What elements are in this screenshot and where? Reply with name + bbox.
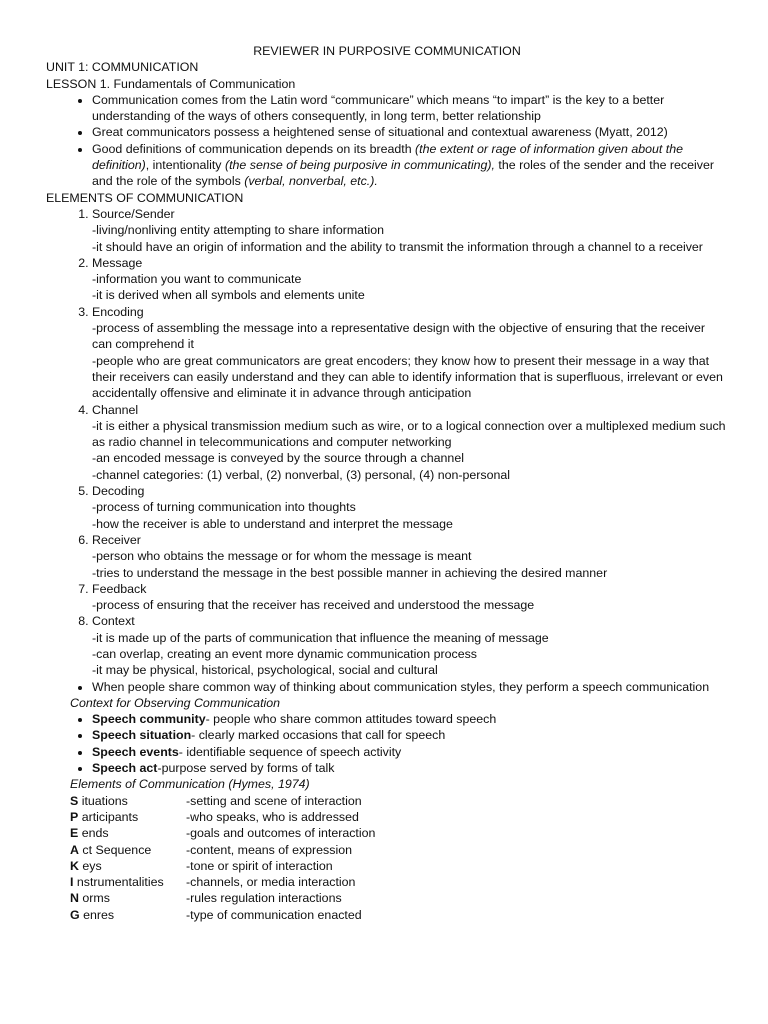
context-bullet-list <box>46 711 728 776</box>
element-line: -channel categories: (1) verbal, (2) nonverbal, (3) personal, (4) non-personal <box>92 467 511 482</box>
speaking-word: orms <box>78 891 110 906</box>
element-line: -process of assembling the message into a representative design with the objective of ensuring that the receiver can comprehend it <box>92 321 705 352</box>
speaking-desc: -rules regulation interactions <box>186 891 342 906</box>
elements-numbered-list <box>46 206 728 679</box>
element-item <box>92 581 728 614</box>
speaking-row <box>70 842 728 858</box>
hymes-caption: Elements of Communication (Hymes, 1974) <box>70 777 310 792</box>
speaking-word: articipants <box>78 809 139 824</box>
intro-bullet <box>92 141 728 190</box>
speaking-row <box>70 793 728 809</box>
context-item <box>92 711 728 727</box>
element-line: -person who obtains the message or for whom the message is meant <box>92 549 472 564</box>
speaking-term <box>70 874 186 890</box>
element-line: -process of turning communication into thoughts <box>92 500 356 515</box>
element-label: 8. Context <box>92 614 135 629</box>
element-line: -can overlap, creating an event more dynamic communication process <box>92 646 477 661</box>
document-title: REVIEWER IN PURPOSIVE COMMUNICATION <box>253 44 521 58</box>
speaking-row <box>70 874 728 890</box>
elements-heading: ELEMENTS OF COMMUNICATION <box>46 190 244 205</box>
speaking-row <box>70 907 728 923</box>
bullet-text: Good definitions of communication depends on its breadth <box>92 141 416 156</box>
speaking-desc: -who speaks, who is addressed <box>186 809 359 824</box>
speaking-desc: -tone or spirit of interaction <box>186 858 333 873</box>
element-label: 6. Receiver <box>92 532 141 547</box>
element-line: -process of ensuring that the receiver has received and understood the message <box>92 598 535 613</box>
context-item <box>92 727 728 743</box>
speaking-word: ends <box>78 826 109 841</box>
speaking-word: enres <box>79 907 115 922</box>
context-caption: Context for Observing Communication <box>70 695 281 710</box>
context-term: Speech situation <box>92 728 192 743</box>
bullet-italic-text: (the extent or rage of information given about the definition) <box>92 141 683 173</box>
element-line: -it should have an origin of information and the ability to transmit the information through a channel to a receiver <box>92 239 703 254</box>
element-item <box>92 532 728 581</box>
element-item <box>92 255 728 304</box>
element-label: 2. Message <box>92 255 143 270</box>
element-line: -it is derived when all symbols and elements unite <box>92 288 365 303</box>
context-item <box>92 760 728 776</box>
unit-heading: UNIT 1: COMMUNICATION <box>46 60 199 75</box>
element-item <box>92 304 728 402</box>
speaking-row <box>70 890 728 906</box>
context-desc: - identifiable sequence of speech activity <box>178 744 402 759</box>
context-desc: - people who share common attitudes toward speech <box>205 712 497 727</box>
lesson-heading: LESSON 1. Fundamentals of Communication <box>46 76 296 91</box>
speaking-letter: G <box>70 907 80 922</box>
speaking-term <box>70 842 186 858</box>
element-line: -it is either a physical transmission medium such as wire, or to a logical connection over a multiplexed medium such as radio channel in telecommunications and computer networking <box>92 418 726 450</box>
context-desc: - clearly marked occasions that call for speech <box>191 728 446 743</box>
speaking-word: eys <box>78 858 102 873</box>
elements-note-list <box>46 679 728 695</box>
speaking-letter: E <box>70 826 79 841</box>
element-label: 3. Encoding <box>92 304 144 319</box>
speaking-desc: -goals and outcomes of interaction <box>186 826 376 841</box>
element-item <box>92 206 728 255</box>
speaking-term <box>70 793 186 809</box>
element-item <box>92 402 728 483</box>
element-line: -an encoded message is conveyed by the source through a channel <box>92 451 464 466</box>
intro-bullet: • Great communicators possess a heightened sense of situational and contextual awareness (Myatt, 2012) <box>92 124 728 140</box>
speaking-word: ituations <box>78 793 128 808</box>
element-line: -it is made up of the parts of communication that influence the meaning of message <box>92 630 549 645</box>
element-line: -it may be physical, historical, psychological, social and cultural <box>92 663 438 678</box>
speaking-term <box>70 907 186 923</box>
speaking-word: nstrumentalities <box>73 875 164 890</box>
element-line: -tries to understand the message in the best possible manner in achieving the desired manner <box>92 565 608 580</box>
element-item <box>92 613 728 678</box>
speaking-desc: -setting and scene of interaction <box>186 793 362 808</box>
context-term: Speech community <box>92 712 206 727</box>
elements-note: • When people share common way of thinking about communication styles, they perform a speech communication <box>92 679 728 695</box>
element-item <box>92 483 728 532</box>
speaking-row <box>70 858 728 874</box>
speaking-word: ct Sequence <box>78 842 152 857</box>
context-term: Speech act <box>92 761 158 776</box>
intro-bullet-list <box>46 92 728 190</box>
element-line: -people who are great communicators are great encoders; they know how to present their message in a way that their receivers can easily understand and they can able to identify information that is superfluous, irrelevant or even accidentally offensive and eliminate it in advance through anticipation <box>92 353 723 401</box>
speaking-letter: N <box>70 891 79 906</box>
speaking-row <box>70 809 728 825</box>
speaking-desc: -channels, or media interaction <box>186 875 356 890</box>
bullet-italic-text: (the sense of being purposive in communicating), <box>224 158 495 173</box>
speaking-letter: A <box>70 842 79 857</box>
context-desc: -purpose served by forms of talk <box>157 761 335 776</box>
element-line: -how the receiver is able to understand and interpret the message <box>92 516 453 531</box>
speaking-letter: S <box>70 793 79 808</box>
context-item <box>92 744 728 760</box>
speaking-letter: P <box>70 809 79 824</box>
speaking-letter: K <box>70 858 79 873</box>
speaking-term <box>70 809 186 825</box>
speaking-term <box>70 825 186 841</box>
intro-bullet: • Communication comes from the Latin word “communicare” which means “to impart” is the key to a better understanding of the ways of others consequently, in long term, better relationship <box>92 92 728 125</box>
speaking-row <box>70 825 728 841</box>
speaking-letter: I <box>70 875 74 890</box>
bullet-text: the roles of the sender and the receiver and the role of the symbols <box>92 158 714 189</box>
element-line: -living/nonliving entity attempting to share information <box>92 223 385 238</box>
context-term: Speech events <box>92 744 179 759</box>
speaking-desc: -type of communication enacted <box>186 907 362 922</box>
speaking-table <box>46 793 728 923</box>
bullet-italic-text: (verbal, nonverbal, etc.). <box>244 174 378 189</box>
element-label: 4. Channel <box>92 402 139 417</box>
speaking-desc: -content, means of expression <box>186 842 352 857</box>
element-label: 5. Decoding <box>92 484 145 499</box>
element-line: -information you want to communicate <box>92 272 302 287</box>
bullet-text: , intentionality <box>145 158 225 173</box>
speaking-term <box>70 858 186 874</box>
element-label: 7. Feedback <box>92 581 147 596</box>
element-label: 1. Source/Sender <box>92 206 175 221</box>
speaking-term <box>70 890 186 906</box>
